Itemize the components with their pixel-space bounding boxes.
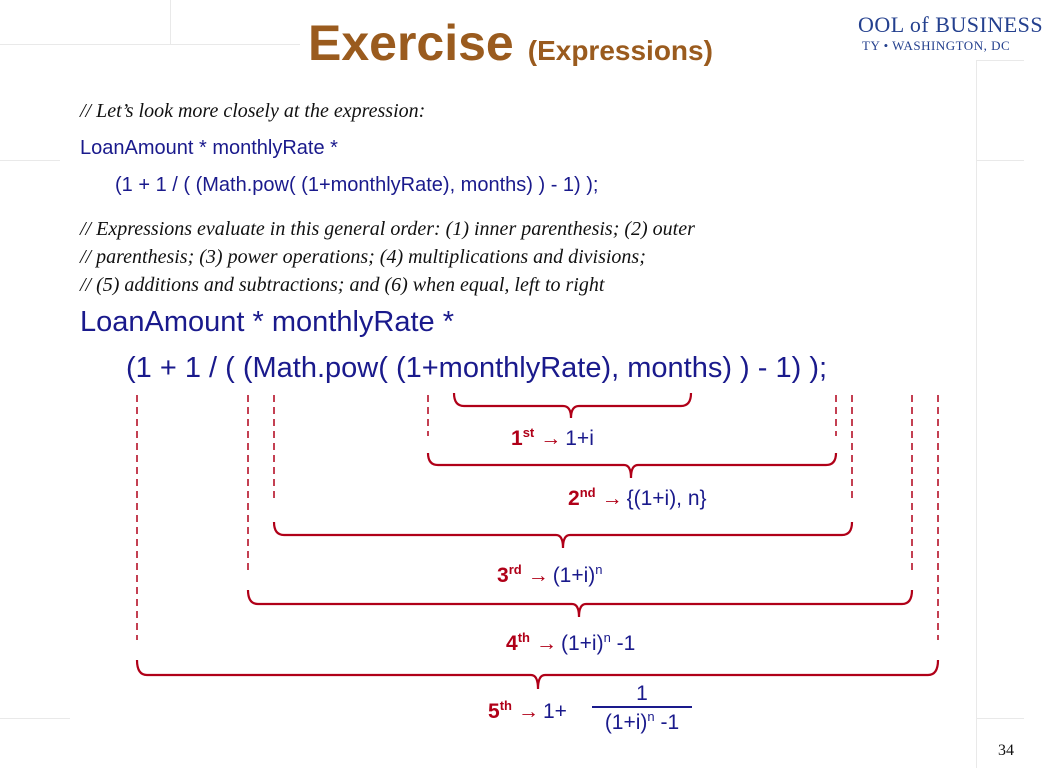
step-5-label <box>488 698 567 724</box>
arrow-right-icon: → <box>540 427 562 450</box>
step-3-label <box>497 562 603 588</box>
title-sub: (Expressions) <box>527 35 713 66</box>
step-4-tail: -1 <box>610 632 636 655</box>
step-4-expression: (1+i) <box>560 632 604 655</box>
brace-3 <box>274 522 852 548</box>
brace-2 <box>428 453 836 478</box>
code-line-small-1: LoanAmount * monthlyRate * <box>80 137 338 159</box>
comment-intro: // Let’s look more closely at the expression: <box>80 100 426 122</box>
arrow-right-icon: → <box>535 632 557 655</box>
step-1-ordinal: 1st <box>511 425 535 450</box>
arrow-right-icon: → <box>527 564 549 587</box>
comment-order-2: // parenthesis; (3) power operations; (4) multiplications and divisions; <box>80 246 646 268</box>
step-5-fraction <box>592 682 692 735</box>
step-4-exponent: n <box>603 630 611 645</box>
code-line-large-1: LoanAmount * monthlyRate * <box>80 306 454 338</box>
step-1-label <box>511 425 594 451</box>
title-main: Exercise <box>308 15 514 71</box>
step-3-ordinal: 3rd <box>497 562 522 587</box>
step-4-label <box>506 630 635 656</box>
logo-line-2: TY • WASHINGTON, DC <box>862 38 1011 53</box>
logo-line-1: OOL of BUSINESS <box>858 12 1043 37</box>
step-2-label <box>568 485 707 511</box>
step-5-ordinal: 5th <box>488 698 512 723</box>
fraction-denominator: $(1+i)^n$ -1 <box>592 706 692 735</box>
code-line-small-2: (1 + 1 / ( (Math.pow( (1+monthlyRate), months) ) - 1) ); <box>115 174 599 196</box>
step-5-expression: 1+ <box>542 700 567 723</box>
comment-order-3: // (5) additions and subtractions; and (6) when equal, left to right <box>80 274 605 296</box>
fraction-numerator: 1 <box>636 682 648 705</box>
code-line-large-2: (1 + 1 / ( (Math.pow( (1+monthlyRate), months) ) - 1) ); <box>126 352 828 384</box>
step-4-ordinal: 4th <box>506 630 530 655</box>
step-2-ordinal: 2nd <box>568 485 596 510</box>
brace-1 <box>454 393 691 418</box>
comment-order-1: // Expressions evaluate in this general order: (1) inner parenthesis; (2) outer <box>80 218 695 240</box>
step-2-expression: {(1+i), n} <box>626 487 707 510</box>
arrow-right-icon: → <box>517 700 539 723</box>
step-3-exponent: n <box>595 562 603 577</box>
step-3-expression: (1+i) <box>552 564 596 587</box>
brace-5 <box>137 660 938 689</box>
brace-4 <box>248 590 912 617</box>
arrow-right-icon: → <box>601 487 623 510</box>
step-1-expression: 1+i <box>565 427 594 450</box>
page-number: 34 <box>998 742 1014 759</box>
